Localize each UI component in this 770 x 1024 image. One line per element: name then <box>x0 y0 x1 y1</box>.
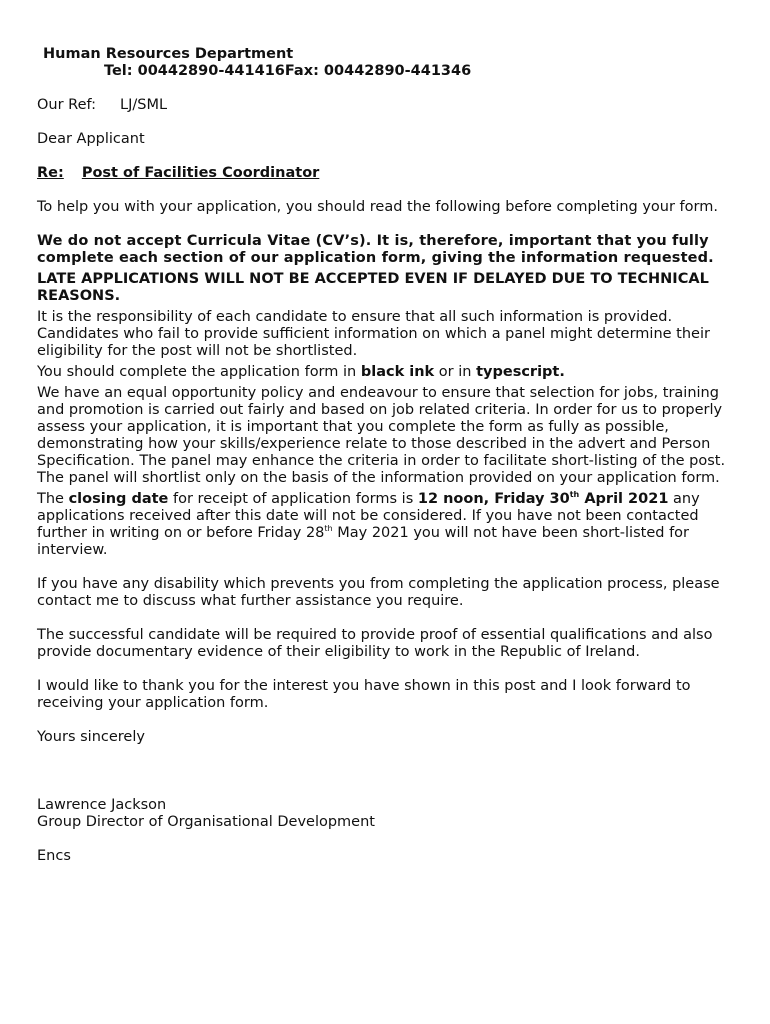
signatory-name: Lawrence Jackson <box>37 797 167 813</box>
contact-line: Tel: 00442890-441416Fax: 00442890-441346 <box>104 63 472 79</box>
closing-text-after-a: any applications received after this date will not be considered. If you have not been contacted further in writing on or before Friday 28 <box>37 491 700 541</box>
salutation: Dear Applicant <box>37 131 145 147</box>
closing-text-after-b: May 2021 you will not have been short-listed for interview. <box>37 525 690 558</box>
late-applications-notice: LATE APPLICATIONS WILL NOT BE ACCEPTED EVEN IF DELAYED DUE TO TECHNICAL REASONS. <box>37 271 709 304</box>
deadline-emphasis-b: April 2021 <box>579 491 669 507</box>
proof-paragraph: The successful candidate will be required to provide proof of essential qualifications and also provide documentary evidence of their eligibility to work in the Republic of Ireland. <box>37 627 713 660</box>
reference-label: Our Ref: <box>37 97 96 113</box>
closing-date-paragraph <box>37 491 737 559</box>
closing-text-receipt: for receipt of application forms is <box>168 491 418 507</box>
ink-text-before: You should complete the application form in <box>37 364 361 380</box>
thanks-paragraph: I would like to thank you for the interest you have shown in this post and I look forward to receiving your application form. <box>37 678 691 711</box>
cv-notice-paragraph: We do not accept Curricula Vitae (CV’s). It is, therefore, important that you fully complete each section of our application form, giving the information requested. <box>37 233 714 266</box>
ink-text-middle: or in <box>434 364 477 380</box>
closing-phrase: Yours sincerely <box>37 729 145 745</box>
deadline-superscript: th <box>569 490 580 500</box>
enclosures: Encs <box>37 848 71 864</box>
subject-title: Post of Facilities Coordinator <box>81 165 320 181</box>
subject-prefix: Re: <box>37 165 64 181</box>
intro-paragraph: To help you with your application, you should read the following before completing your form. <box>37 199 718 215</box>
equal-opportunity-paragraph: We have an equal opportunity policy and endeavour to ensure that selection for jobs, training and promotion is carried out fairly and based on job related criteria. In order for us to properly assess your application, it is important that you complete the form as fully as possible, demonstrating how your skills/experience relate to those described in the advert and Person Specification. The panel may enhance the criteria in order to facilitate short-listing of the post. The panel will shortlist only on the basis of the information provided on your application form. <box>37 385 726 486</box>
disability-paragraph: If you have any disability which prevents you from completing the application process, please contact me to discuss what further assistance you require. <box>37 576 720 609</box>
ink-paragraph <box>37 364 737 381</box>
responsibility-paragraph: It is the responsibility of each candidate to ensure that all such information is provided. Candidates who fail to provide sufficient information on which a panel might determine their eligibility for the post will not be shortlisted. <box>37 309 710 359</box>
closing-text-the: The <box>37 491 69 507</box>
reference-value: LJ/SML <box>120 97 168 113</box>
black-ink-emphasis: black ink <box>360 364 435 380</box>
reference-line <box>37 97 737 114</box>
signatory-title: Group Director of Organisational Development <box>37 814 375 830</box>
letter-page <box>37 46 737 865</box>
shortlist-date-superscript: th <box>324 524 333 534</box>
typescript-emphasis: typescript. <box>476 364 565 380</box>
department-heading: Human Resources Department <box>43 46 294 62</box>
subject-line <box>37 165 737 182</box>
deadline-emphasis-a: 12 noon, Friday 30 <box>417 491 570 507</box>
closing-date-emphasis: closing date <box>68 491 169 507</box>
